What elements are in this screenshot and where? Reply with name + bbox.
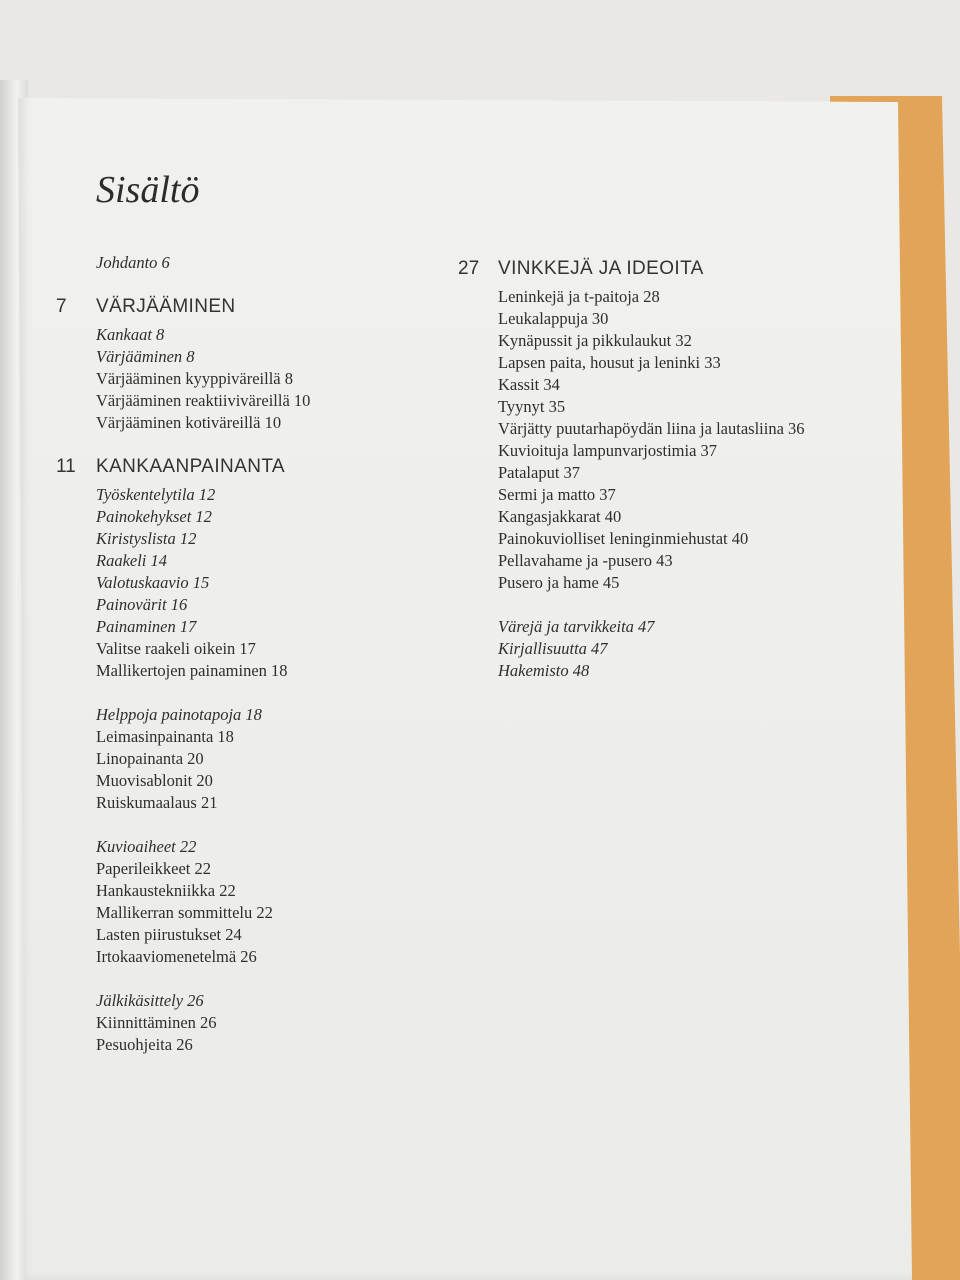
toc-entry: Leninkejä ja t-paitoja 28	[498, 287, 660, 306]
toc-entry: Värjätty puutarhapöydän liina ja lautasliina 36	[498, 419, 805, 438]
toc-entry: Kiinnittäminen 26	[96, 1013, 217, 1032]
section-name: KANKAANPAINANTA	[96, 456, 286, 477]
toc-entry: Värejä ja tarvikkeita 47	[498, 617, 655, 636]
toc-entry: Tyynyt 35	[498, 397, 566, 416]
toc-group	[56, 836, 426, 968]
section-number: 27	[458, 258, 480, 279]
toc-right-sections	[458, 258, 838, 682]
toc-entry: Painovärit 16	[96, 595, 188, 614]
section-heading	[56, 296, 426, 318]
toc-entry: Leimasinpainanta 18	[96, 727, 234, 746]
toc-entry: Kankaat 8	[96, 325, 165, 344]
section-number: 11	[56, 456, 76, 477]
toc-entry: Värjääminen 8	[96, 347, 195, 366]
toc-entry: Värjääminen kyyppiväreillä 8	[96, 369, 294, 388]
toc-group	[56, 484, 426, 682]
section-number: 7	[56, 296, 67, 317]
toc-entry: Paperileikkeet 22	[96, 859, 212, 878]
toc-entry: Pusero ja hame 45	[498, 573, 620, 592]
toc-entry: Kassit 34	[498, 375, 560, 394]
toc-entry: Mallikertojen painaminen 18	[96, 661, 288, 680]
toc-entry: Linopainanta 20	[96, 749, 204, 768]
toc-group	[56, 990, 426, 1056]
toc-entry: Patalaput 37	[498, 463, 581, 482]
toc-right-column	[458, 258, 838, 682]
toc-entry: Ruiskumaalaus 21	[96, 793, 218, 812]
toc-group	[56, 324, 426, 434]
toc-entry: Helppoja painotapoja 18	[96, 705, 262, 724]
toc-entry: Sermi ja matto 37	[498, 485, 616, 504]
section-name: VINKKEJÄ JA IDEOITA	[498, 258, 704, 279]
toc-entry: Kuvioituja lampunvarjostimia 37	[498, 441, 718, 460]
toc-entry: Kynäpussit ja pikkulaukut 32	[498, 331, 692, 350]
section-heading	[458, 258, 838, 280]
toc-entry: Värjääminen kotiväreillä 10	[96, 413, 282, 432]
toc-entry: Mallikerran sommittelu 22	[96, 903, 273, 922]
toc-entry: Kuvioaiheet 22	[96, 837, 197, 856]
toc-entry: Valotuskaavio 15	[96, 573, 210, 592]
toc-left-sections	[56, 296, 426, 1056]
toc-entry: Hankaustekniikka 22	[96, 881, 236, 900]
toc-entry: Pellavahame ja -pusero 43	[498, 551, 673, 570]
toc-entry: Raakeli 14	[96, 551, 168, 570]
toc-entry: Lapsen paita, housut ja leninki 33	[498, 353, 721, 372]
toc-entry: Painokuviolliset leninginmiehustat 40	[498, 529, 749, 548]
toc-group	[458, 286, 838, 594]
toc-entry: Painokehykset 12	[96, 507, 212, 526]
toc-entry: Kirjallisuutta 47	[498, 639, 608, 658]
toc-entry: Leukalappuja 30	[498, 309, 609, 328]
toc-entry: Värjääminen reaktiiviväreillä 10	[96, 391, 311, 410]
toc-entry: Irtokaaviomenetelmä 26	[96, 947, 257, 966]
toc-entry: Valitse raakeli oikein 17	[96, 639, 256, 658]
toc-entry: Jälkikäsittely 26	[96, 991, 204, 1010]
toc-entry: Kiristyslista 12	[96, 529, 197, 548]
section-name: VÄRJÄÄMINEN	[96, 296, 236, 317]
toc-group	[56, 704, 426, 814]
toc-intro: Johdanto 6	[96, 253, 170, 272]
toc-entry: Hakemisto 48	[498, 661, 590, 680]
toc-entry: Muovisablonit 20	[96, 771, 213, 790]
section-heading	[56, 456, 426, 478]
toc-entry: Lasten piirustukset 24	[96, 925, 242, 944]
toc-entry: Pesuohjeita 26	[96, 1035, 193, 1054]
page-title: Sisältö	[96, 169, 200, 211]
toc-group	[458, 616, 838, 682]
toc-entry: Työskentelytila 12	[96, 485, 216, 504]
toc-entry: Kangasjakkarat 40	[498, 507, 622, 526]
toc-left-column	[56, 252, 426, 1056]
toc-entry: Painaminen 17	[96, 617, 197, 636]
